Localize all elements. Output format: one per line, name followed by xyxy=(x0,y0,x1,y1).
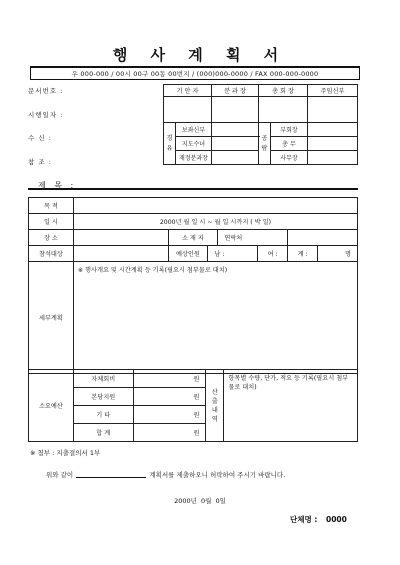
approval-header: 주임신부 xyxy=(308,85,358,97)
datetime-label: 일 시 xyxy=(29,214,74,230)
place-value[interactable] xyxy=(73,230,168,246)
purpose-value[interactable] xyxy=(73,198,357,214)
detail-plan-area[interactable]: ※ 행사개요 및 시간계획 등 기록(필요시 첨부물로 대치) xyxy=(73,262,357,374)
attendees-value[interactable] xyxy=(73,246,168,262)
budget-item: 본당지원 xyxy=(73,388,133,406)
doc-number-label: 문서번호 : xyxy=(28,87,64,95)
place-label: 장 소 xyxy=(29,230,74,246)
gyeongyu-sign-cell[interactable] xyxy=(212,137,259,151)
request-prefix: 위와 같이 xyxy=(46,471,74,479)
gongram-role: 총 무 xyxy=(271,137,308,151)
approval-table xyxy=(163,84,358,165)
signature-label: 단체명 : xyxy=(290,515,318,524)
calc-label: 산 출 내 역 xyxy=(206,370,224,442)
gyeongyu-sign-cell[interactable] xyxy=(212,123,259,137)
male-count[interactable]: 남 : xyxy=(208,246,258,262)
gyeongyu-role: 지도수녀 xyxy=(176,137,212,151)
attachment-note: ※ 첨부 : 지출결의서 1부 xyxy=(30,449,101,457)
gongram-role: 사무장 xyxy=(271,151,308,165)
budget-table xyxy=(28,369,358,442)
address-label: 소 재 지 xyxy=(168,230,218,246)
budget-item: 합 계 xyxy=(73,424,133,442)
subject-label: 제 목 : xyxy=(38,181,77,190)
approval-header: 총 회 장 xyxy=(259,85,308,97)
request-suffix: 계획서를 제출하오니 허락하여 주시기 바랍니다. xyxy=(149,471,286,479)
reference-label: 참 조 : xyxy=(28,158,52,166)
female-count[interactable]: 여 : xyxy=(258,246,288,262)
subject-divider xyxy=(28,188,358,190)
budget-item: 기 타 xyxy=(73,406,133,424)
purpose-label: 목 적 xyxy=(29,198,74,214)
total-count[interactable]: 계 : xyxy=(288,246,318,262)
recipient-label: 수 신 : xyxy=(28,134,52,142)
gongram-sign-cell[interactable] xyxy=(308,137,358,151)
gongram-label: 공 람 xyxy=(259,123,271,165)
contact-label: 연락처 xyxy=(218,230,288,246)
budget-label: 소요예산 xyxy=(29,370,74,442)
approval-header: 분 과 장 xyxy=(212,85,259,97)
attendees-label: 참석대상 xyxy=(29,246,74,262)
budget-amount[interactable]: 원 xyxy=(133,406,206,424)
approval-header: 기 안 자 xyxy=(164,85,212,97)
address-bar: 우 000-000 / 00시 00구 00동 00번지 / (000)000-0000 / FAX 000-000-0000 xyxy=(30,66,360,80)
gongram-sign-cell[interactable] xyxy=(308,123,358,137)
calc-detail-area[interactable]: 항목별 수량, 단가, 적요 등 기록(필요시 첨부물로 대치) xyxy=(224,370,358,442)
request-sentence xyxy=(46,470,366,479)
gyeongyu-role: 보좌신부 xyxy=(176,123,212,137)
gyeongyu-label: 경 유 xyxy=(164,123,176,165)
signature-cell[interactable] xyxy=(212,97,259,123)
date-label: 시행일자 : xyxy=(28,111,64,119)
signature-cell[interactable] xyxy=(259,97,308,123)
expected-label: 예상인원 xyxy=(168,246,208,262)
budget-amount[interactable]: 원 xyxy=(133,370,206,388)
date-line: 2000년 0월 0일 xyxy=(174,497,226,505)
signature-cell[interactable] xyxy=(308,97,358,123)
gyeongyu-role: 재정분과장 xyxy=(176,151,212,165)
gongram-role: 부회장 xyxy=(271,123,308,137)
budget-amount[interactable]: 원 xyxy=(133,388,206,406)
gongram-sign-cell[interactable] xyxy=(308,151,358,165)
unit-person: 명 xyxy=(318,246,358,262)
document-title: 행 사 계 획 서 xyxy=(112,46,288,64)
signature-line xyxy=(290,514,347,525)
signature-cell[interactable] xyxy=(164,97,212,123)
budget-item: 자체회비 xyxy=(73,370,133,388)
budget-total[interactable]: 원 xyxy=(133,424,206,442)
plan-table xyxy=(28,197,358,374)
org-name-blank[interactable] xyxy=(76,470,146,478)
gyeongyu-sign-cell[interactable] xyxy=(212,151,259,165)
signature-value[interactable]: 0000 xyxy=(325,515,347,524)
detail-label: 세부계획 xyxy=(29,262,74,374)
datetime-value[interactable]: 2000년 월 일 시 ~ 월 일 시까지 ( 박 일) xyxy=(73,214,357,230)
contact-value[interactable] xyxy=(288,230,358,246)
